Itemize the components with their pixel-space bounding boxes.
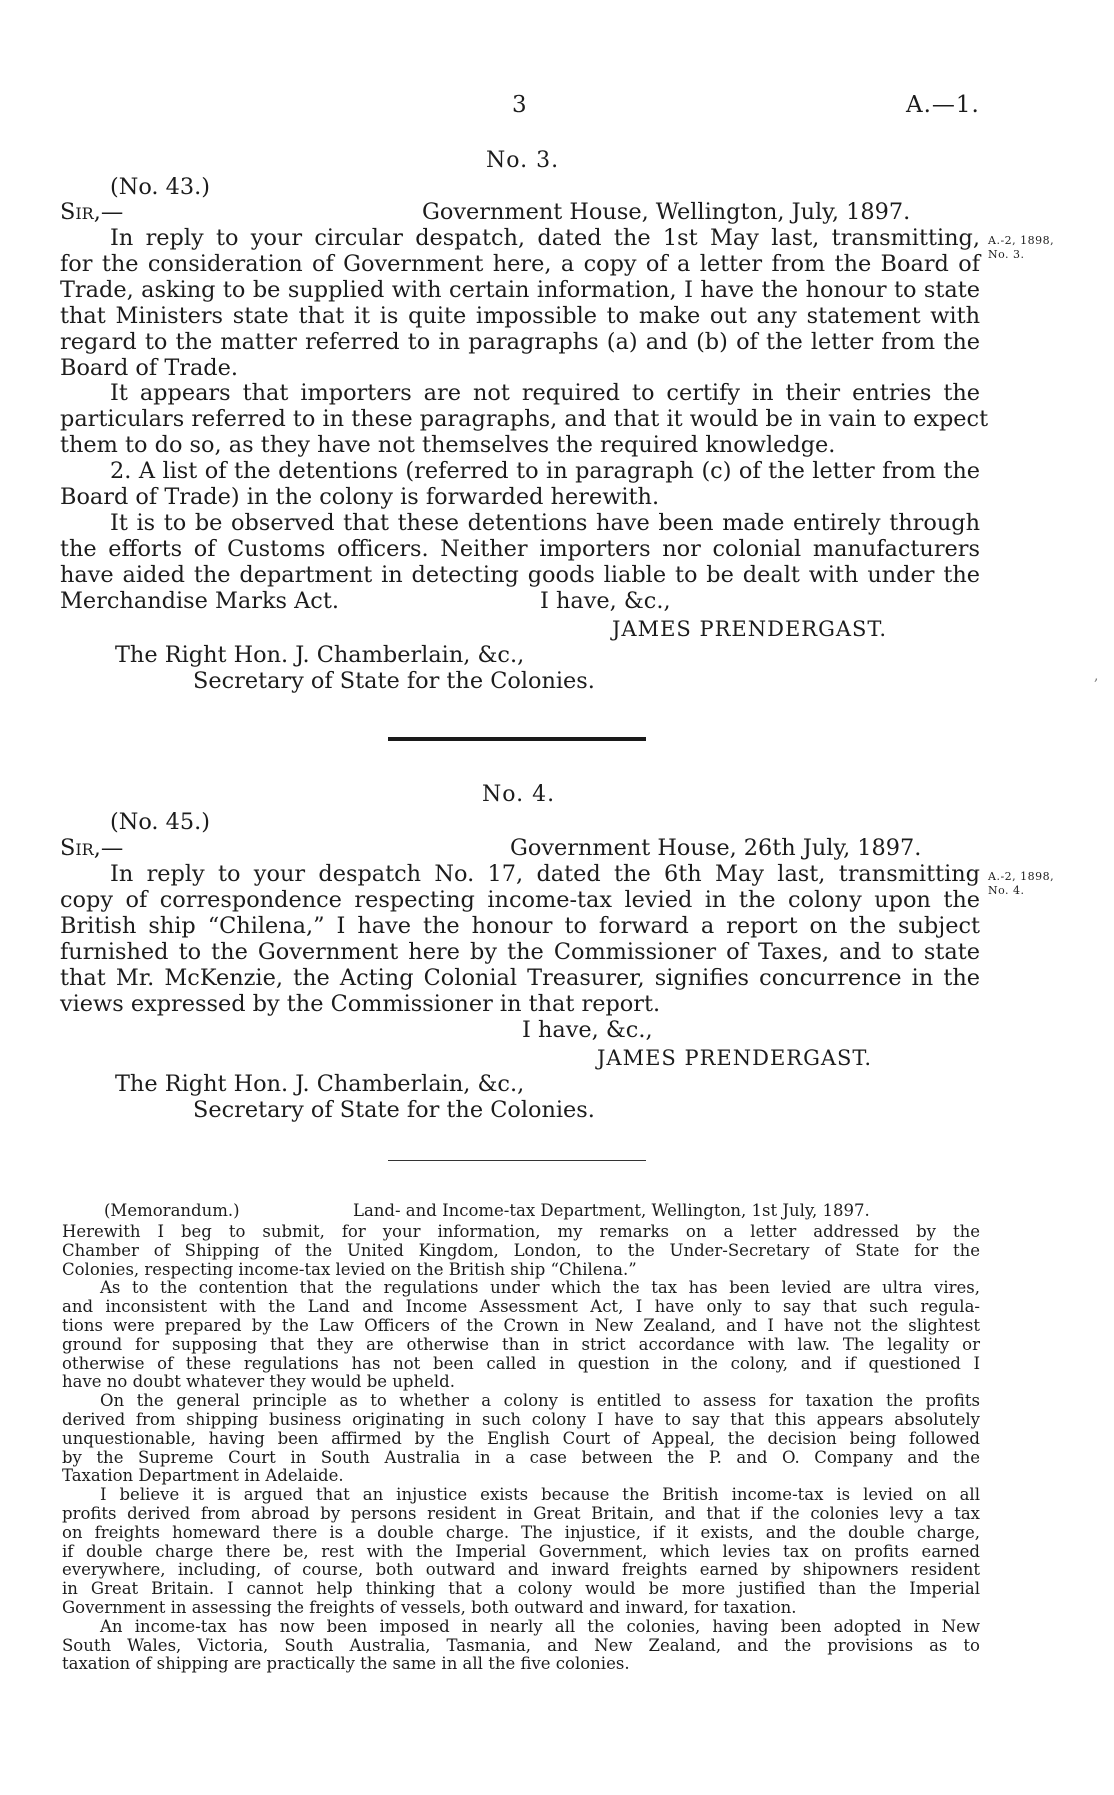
margin-ref-line: A.-2, 1898,	[988, 234, 1055, 247]
letter1-heading: No. 3.	[486, 148, 560, 173]
letter2-line: views expressed by the Commissioner in that report.	[60, 990, 661, 1017]
letter1-line: that Ministers state that it is quite impossible to make out any statement with	[60, 302, 980, 329]
memo-line: Government in assessing the freights of vessels, both outward and inward, for taxation.	[62, 1597, 797, 1617]
letter2-addressee: The Right Hon. J. Chamberlain, &c.,	[115, 1071, 525, 1097]
memo-line: otherwise of these regulations has not been called in question in the colony, and if questioned I	[62, 1353, 980, 1373]
letter1-body	[60, 225, 989, 615]
letter1-line: 2. A list of the detentions (referred to in paragraph (c) of the letter from the	[110, 458, 980, 485]
letter1-line: It appears that importers are not required to certify in their entries the	[110, 380, 980, 407]
memo-line: unquestionable, having been affirmed by the English Court of Appeal, the decision being followed	[62, 1428, 980, 1448]
letter2-addressee-title: Secretary of State for the Colonies.	[193, 1097, 595, 1123]
section-divider-thin	[388, 1160, 646, 1161]
letter2-line: British ship “Chilena,” I have the honour to forward a report on the subject	[60, 912, 980, 939]
letter2-body	[60, 862, 980, 1017]
memo-line: An income-tax has now been imposed in nearly all the colonies, having been adopted in New	[100, 1616, 980, 1636]
memo-line: if double charge there be, rest with the Imperial Government, which levies tax on profits earned	[62, 1541, 980, 1561]
letter2-line: furnished to the Government here by the Commissioner of Taxes, and to state	[60, 938, 980, 965]
letter2-line: that Mr. McKenzie, the Acting Colonial Treasurer, signifies concurrence in the	[60, 964, 980, 991]
letter1-line: Board of Trade.	[60, 354, 239, 381]
letter1-line: It is to be observed that these detentions have been made entirely through	[110, 509, 980, 536]
memo-line: I believe it is argued that an injustice exists because the British income-tax is levied on all	[100, 1485, 980, 1505]
memo-line: taxation of shipping are practically the same in all the five colonies.	[62, 1654, 630, 1674]
memo-line: profits derived from abroad by persons resident in Great Britain, and that if the colonies levy a tax	[62, 1503, 980, 1523]
letter1-closing: I have, &c.,	[540, 588, 671, 614]
memo-line: As to the contention that the regulations under which the tax has been levied are ultra vires,	[100, 1278, 980, 1298]
letter2-closing: I have, &c.,	[522, 1017, 653, 1043]
letter1-line: the efforts of Customs officers. Neither importers nor colonial manufacturers	[60, 535, 980, 562]
page-reference: A.—1.	[906, 92, 980, 118]
letter1-place-date: Government House, Wellington, July, 1897.	[422, 199, 911, 225]
letter1-line: for the consideration of Government here, a copy of a letter from the Board of	[60, 250, 980, 277]
margin-ref-line: No. 3.	[988, 248, 1025, 261]
letter1-signature: JAMES PRENDERGAST.	[612, 617, 888, 641]
memo-line: have no doubt whatever they would be upheld.	[62, 1372, 455, 1392]
memo-line: Taxation Department in Adelaide.	[62, 1466, 344, 1486]
letter2-place-date: Government House, 26th July, 1897.	[510, 835, 922, 861]
section-divider	[388, 737, 646, 741]
letter2-salutation: Sir,—	[60, 835, 124, 861]
letter2-margin-reference	[988, 870, 1054, 898]
letter1-number: (No. 43.)	[110, 174, 210, 200]
memo-line: Colonies, respecting income-tax levied on the British ship “Chilena.”	[62, 1259, 637, 1279]
letter1-addressee-title: Secretary of State for the Colonies.	[193, 668, 595, 694]
letter1-line: have aided the department in detecting goods liable to be dealt with under the	[60, 561, 980, 588]
letter1-salutation: Sir,—	[60, 199, 124, 225]
memo-line: South Wales, Victoria, South Australia, Tasmania, and New Zealand, and the provisions as to	[62, 1635, 980, 1655]
memo-line: Herewith I beg to submit, for your information, my remarks on a letter addressed by the	[62, 1222, 980, 1241]
letter2-heading: No. 4.	[482, 782, 556, 807]
memo-line: on freights homeward there is a double charge. The injustice, if it exists, and the double charge,	[62, 1522, 980, 1542]
letter1-line: Merchandise Marks Act.	[60, 587, 339, 614]
memo-line: ground for supposing that they are otherwise than in strict accordance with law. The legality or	[62, 1334, 980, 1354]
stray-mark: ,	[1094, 668, 1099, 684]
margin-ref-line: No. 4.	[988, 884, 1025, 897]
letter1-line: Trade, asking to be supplied with certain information, I have the honour to state	[60, 276, 980, 303]
letter1-line: In reply to your circular despatch, dated the 1st May last, transmitting,	[110, 225, 980, 251]
memo-label: (Memorandum.)	[104, 1201, 240, 1220]
margin-ref-line: A.-2, 1898,	[988, 870, 1055, 883]
letter2-line: In reply to your despatch No. 17, dated the 6th May last, transmitting	[110, 861, 980, 887]
memo-line: tions were prepared by the Law Officers of the Crown in New Zealand, and I have not the slightest	[62, 1315, 980, 1335]
memo-line: derived from shipping business originating in such colony I have to say that this appears absolutely	[62, 1409, 980, 1429]
letter1-line: regard to the matter referred to in paragraphs (a) and (b) of the letter from the	[60, 328, 980, 355]
letter2-signature: JAMES PRENDERGAST.	[597, 1046, 873, 1070]
memo-line: by the Supreme Court in South Australia in a case between the P. and O. Company and the	[62, 1447, 980, 1467]
memo-place-date: Land- and Income-tax Department, Wellington, 1st July, 1897.	[353, 1201, 870, 1220]
memo-line: Chamber of Shipping of the United Kingdom, London, to the Under-Secretary of State for the	[62, 1240, 980, 1260]
memo-line: and inconsistent with the Land and Income Assessment Act, I have only to say that such regula-	[62, 1297, 980, 1317]
letter1-line: Board of Trade) in the colony is forwarded herewith.	[60, 484, 660, 511]
letter1-line: particulars referred to in these paragraphs, and that it would be in vain to expect	[60, 406, 989, 433]
page-number: 3	[512, 92, 527, 118]
letter1-margin-reference	[988, 234, 1054, 262]
memo-line: On the general principle as to whether a colony is entitled to assess for taxation the profits	[100, 1391, 980, 1411]
memo-line: in Great Britain. I cannot help thinking that a colony would be more justified than the Imperial	[62, 1579, 980, 1599]
letter2-number: (No. 45.)	[110, 809, 210, 835]
letter1-line: them to do so, as they have not themselves the required knowledge.	[60, 432, 836, 459]
memo-line: everywhere, including, of course, both outward and inward freights earned by shipowners resident	[62, 1560, 980, 1580]
memo-body	[62, 1223, 980, 1674]
letter2-line: copy of correspondence respecting income-tax levied in the colony upon the	[60, 886, 980, 913]
letter1-addressee: The Right Hon. J. Chamberlain, &c.,	[115, 642, 525, 668]
